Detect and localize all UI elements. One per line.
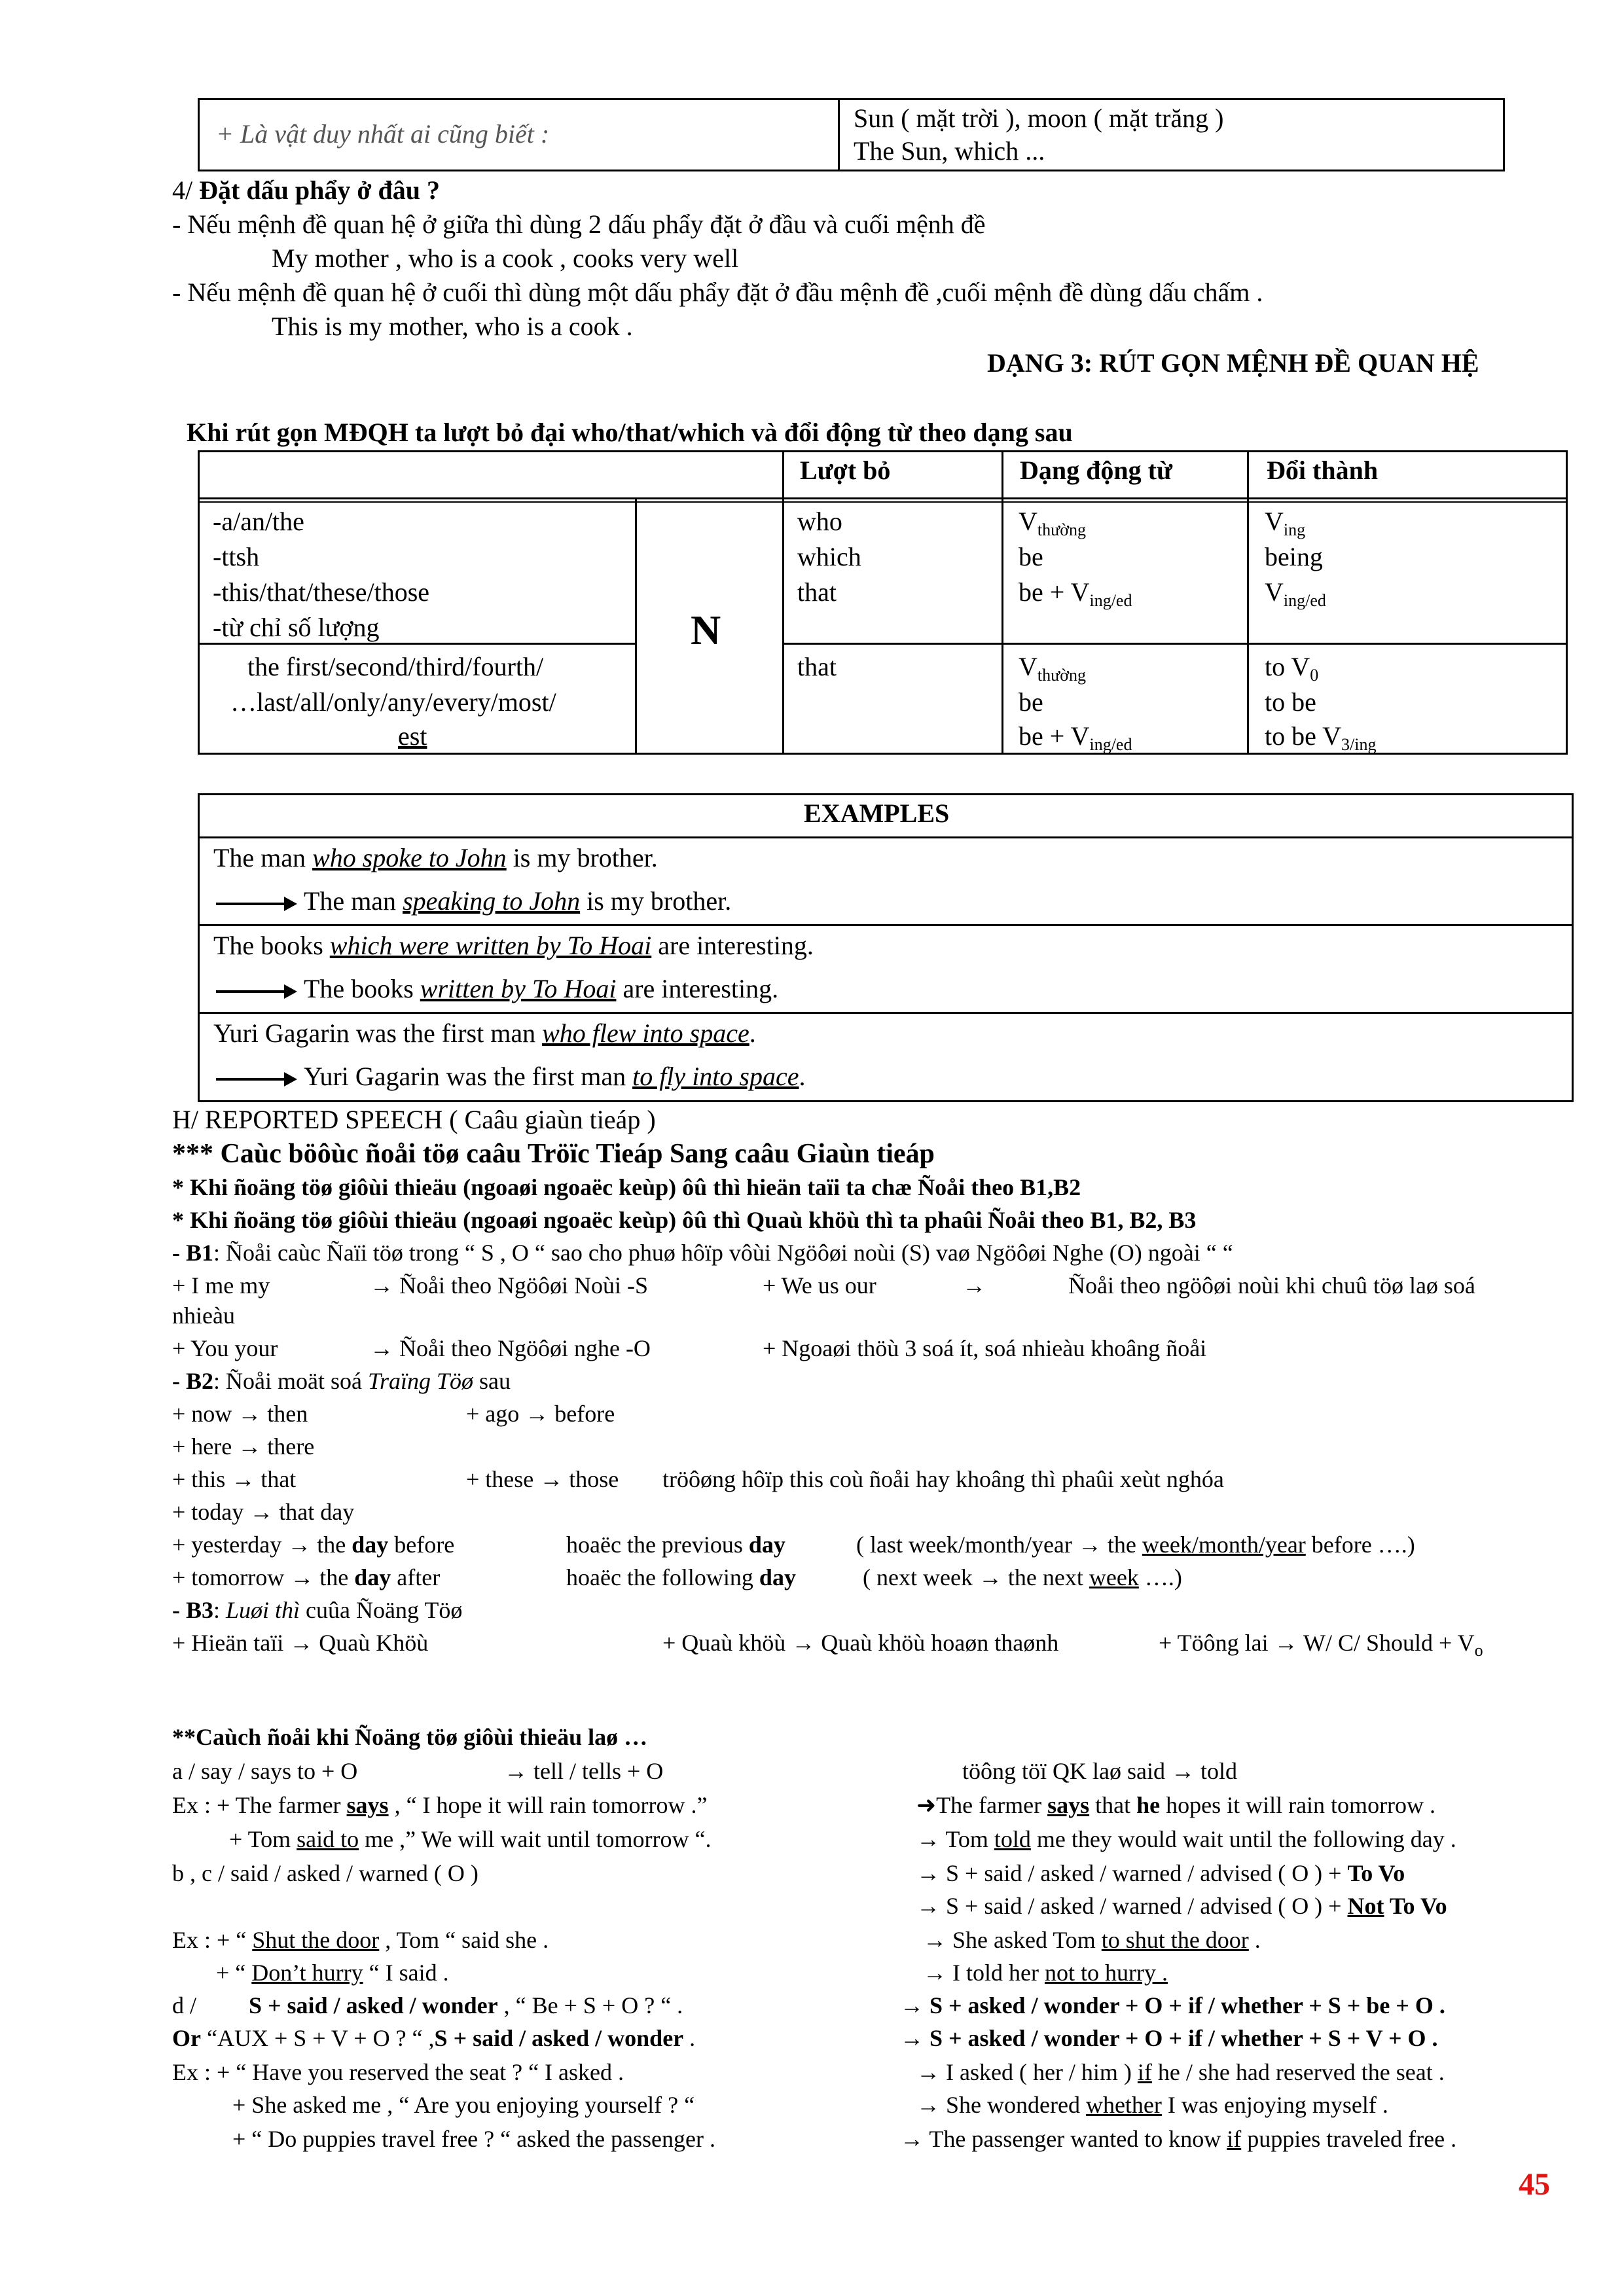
row1-omit-3: that [797,577,837,607]
b2-row1-a: + now → then [172,1401,308,1427]
how-l9b: → S + asked / wonder + O + if / whether + S + V + O . [900,2025,1438,2051]
how-l2b: ➜The farmer says that he hopes it will rain tomorrow . [916,1792,1436,1818]
b3-c: + Töông lai → W/ C/ Should + $V_o$ [1159,1630,1483,1660]
reduce-table-row-divider-right [782,643,1568,645]
how-l3b: → Tom told me they would wait until the following day . [916,1826,1456,1852]
b2-yesterday-c: ( last week/month/year → the week/month/year before ….) [856,1532,1415,1558]
row2-left-1: the first/second/third/fourth/ [247,652,544,681]
b1-l2b: → Ñoåi theo Ngöôøi nghe -O [370,1335,651,1361]
b1-line: - B1: Ñoåi caùc Ñaïi töø trong “ S , O “ sao cho phuø hôïp vôùi Ngöôøi noùi (S) vaø Ngöôøi Nghe (O) ngoài “ “ [172,1240,1233,1266]
row1-left-3: -this/that/these/those [213,577,430,607]
how-l12a: + “ Do puppies travel free ? “ asked the passenger . [232,2126,715,2152]
reduce-header-change: Đổi thành [1267,456,1379,485]
example-3-original: Yuri Gagarin was the first man who flew into space. [213,1018,756,1048]
row2-form-be: be [1019,687,1043,717]
comma-heading: 4/ Đặt dấu phẩy ở đâu ? [172,175,440,205]
b2-row3-b: + these → those [466,1466,619,1492]
row1-left-4: -từ chỉ số lượng [213,613,380,642]
b2-tomorrow-a: + tomorrow → the day after [172,1564,441,1590]
row1-form-bev: be + $V_{ing/ed}$ [1019,577,1132,610]
how-l1c: töông töï QK laø said → told [962,1758,1237,1784]
how-l4a: b , c / said / asked / warned ( O ) [172,1860,478,1886]
dang3-title: DẠNG 3: RÚT GỌN MỆNH ĐỀ QUAN HỆ [987,348,1479,378]
b2-row3-a: + this → that [172,1466,297,1492]
examples-divider-0 [198,836,1574,838]
comma-rule-2: - Nếu mệnh đề quan hệ ở cuối thì dùng một dấu phẩy đặt ở đầu mệnh đề ,cuối mệnh đề dùng dấu chấm . [172,278,1263,307]
reduce-table-vline-3 [1247,450,1249,755]
arrow-icon [216,990,295,993]
b2-row2-a: + here → there [172,1433,315,1460]
how-l12b: → The passenger wanted to know if puppies traveled free . [900,2126,1457,2152]
comma-example-1: My mother , who is a cook , cooks very well [272,243,739,273]
top-table-right-2: The Sun, which ... [854,136,1045,166]
row2-left-3: est [398,721,427,751]
b3-a: + Hieän taïi → Quaù Khöù [172,1630,429,1656]
how-l4b: → S + said / asked / warned / advised ( O ) + To Vo [916,1860,1405,1886]
how-heading: **Caùch ñoåi khi Ñoäng töø giôùi thieäu laø … [172,1724,648,1750]
reduce-header-omit: Lượt bỏ [800,456,891,485]
b2-row3-c: tröôøng hôïp this coù ñoåi hay khoâng thì phaûi xeùt nghóa [662,1466,1224,1492]
reported-sub1: *** Caùc böôùc ñoåi töø caâu Tröïc Tieáp Sang caâu Giaùn tieáp [172,1139,935,1169]
row1-left-1: -a/an/the [213,507,304,536]
b2-yesterday-b: hoaëc the previous day [566,1532,785,1558]
row1-omit-1: who [797,507,842,536]
how-l3a: + Tom said to me ,” We will wait until tomorrow “. [229,1826,712,1852]
row2-form-v: $V_{thường}$ [1019,652,1086,685]
b3-b: + Quaù khöù → Quaù khöù hoaøn thaønh [662,1630,1059,1656]
reduce-table-vline-n-left [635,499,637,755]
reduce-table-hline [198,497,1568,499]
how-l8a: d / S + said / asked / wonder , “ Be + S + O ? “ . [172,1992,683,2018]
b2-tomorrow-b: hoaëc the following day [566,1564,796,1590]
how-l1b: → tell / tells + O [504,1758,664,1784]
row1-to-ving: $V_{ing}$ [1265,507,1306,539]
top-table-right-1: Sun ( mặt trời ), moon ( mặt trăng ) [854,103,1224,133]
example-2-original: The books which were written by To Hoai are interesting. [213,931,814,960]
b2-yesterday-a: + yesterday → the day before [172,1532,455,1558]
row1-to-ved: $V_{ing/ed}$ [1265,577,1326,610]
row2-omit: that [797,652,837,681]
examples-divider-2 [198,1012,1574,1014]
how-l8b: → S + asked / wonder + O + if / whether + S + be + O . [900,1992,1445,2018]
comma-example-2: This is my mother, who is a cook . [272,312,633,341]
arrow-icon: ➜ [916,1792,937,1818]
reduce-table-vline-2 [1001,450,1003,755]
reported-sub3: * Khi ñoäng töø giôùi thieäu (ngoaøi ngoaëc keùp) ôû thì Quaù khöù thì ta phaûi Ñoåi theo B1, B2, B3 [172,1207,1197,1233]
reported-heading: H/ REPORTED SPEECH ( Caâu giaùn tieáp ) [172,1105,656,1134]
how-l10a: Ex : + “ Have you reserved the seat ? “ I asked . [172,2059,624,2085]
arrow-icon [216,903,295,905]
top-table-divider [838,98,840,171]
row1-form-be: be [1019,542,1043,571]
how-l11b: → She wondered whether I was enjoying myself . [916,2092,1388,2118]
row2-to-v0: to $V_0$ [1265,652,1319,685]
row1-left-2: -ttsh [213,542,260,571]
b1-l1e: Ñoåi theo ngöôøi noùi khi chuû töø laø soá [1068,1272,1475,1299]
b2-tomorrow-c: ( next week → the next week ….) [863,1564,1182,1590]
row2-to-bev: to be $V_{3/ing}$ [1265,721,1377,754]
reduce-table-vline-1 [782,450,784,755]
row1-to-being: being [1265,542,1323,571]
example-2-reduced: The books written by To Hoai are interesting. [216,973,778,1005]
n-label: N [691,607,721,653]
how-l6b: → She asked Tom to shut the door . [923,1927,1261,1953]
b1-l2a: + You your [172,1335,278,1361]
arrow-icon [216,1078,295,1081]
row2-to-be: to be [1265,687,1316,717]
b3-line: - B3: Luøi thì cuûa Ñoäng Töø [172,1597,463,1623]
b1-l1f: nhieàu [172,1302,235,1329]
reported-sub2: * Khi ñoäng töø giôùi thieäu (ngoaøi ngoaëc keùp) ôû thì hieän taïi ta chæ Ñoåi theo B1,B2 [172,1174,1081,1200]
b1-l1c: + We us our [763,1272,876,1299]
comma-rule-1: - Nếu mệnh đề quan hệ ở giữa thì dùng 2 dấu phẩy đặt ở đầu và cuối mệnh đề [172,209,986,239]
examples-divider-1 [198,924,1574,926]
b2-line: - B2: Ñoåi moät soá Traïng Töø sau [172,1368,511,1394]
how-l2a: Ex : + The farmer says , “ I hope it will rain tomorrow .” [172,1792,708,1818]
how-l7b: → I told her not to hurry . [923,1960,1168,1986]
example-1-reduced: The man speaking to John is my brother. [216,885,731,918]
dang3-intro: Khi rút gọn MĐQH ta lượt bỏ đại who/that/which và đổi động từ theo dạng sau [187,418,1073,447]
example-3-reduced: Yuri Gagarin was the first man to fly into space. [216,1060,806,1093]
row2-left-2: …last/all/only/any/every/most/ [230,687,556,717]
examples-title: EXAMPLES [804,798,950,828]
b1-l1d: → [962,1272,986,1299]
row2-form-bev: be + $V_{ing/ed}$ [1019,721,1132,754]
how-l7a: + “ Don’t hurry “ I said . [216,1960,449,1986]
page-number: 45 [1519,2167,1550,2202]
how-l1a: a / say / says to + O [172,1758,358,1784]
row1-form-v: $V_{thường}$ [1019,507,1086,539]
b1-l1a: + I me my [172,1272,270,1299]
top-table-left: + Là vật duy nhất ai cũng biết : [216,119,550,149]
b2-row4-a: + today → that day [172,1499,355,1525]
how-l5b: → S + said / asked / warned / advised ( O ) + Not To Vo [916,1893,1447,1919]
how-l9a: Or “AUX + S + V + O ? “ ,S + said / asked / wonder . [172,2025,696,2051]
row1-omit-2: which [797,542,861,571]
example-1-original: The man who spoke to John is my brother. [213,843,658,872]
how-l10b: → I asked ( her / him ) if he / she had reserved the seat . [916,2059,1445,2085]
how-l11a: + She asked me , “ Are you enjoying yourself ? “ [232,2092,695,2118]
how-l6a: Ex : + “ Shut the door , Tom “ said she . [172,1927,549,1953]
b1-l2c: + Ngoaøi thöù 3 soá ít, soá nhieàu khoâng ñoåi [763,1335,1207,1361]
reduce-table-hline2 [198,501,1568,503]
b1-l1b: → Ñoåi theo Ngöôøi Noùi -S [370,1272,648,1299]
reduce-header-form: Dạng động từ [1020,456,1172,485]
b2-row1-b: + ago → before [466,1401,615,1427]
